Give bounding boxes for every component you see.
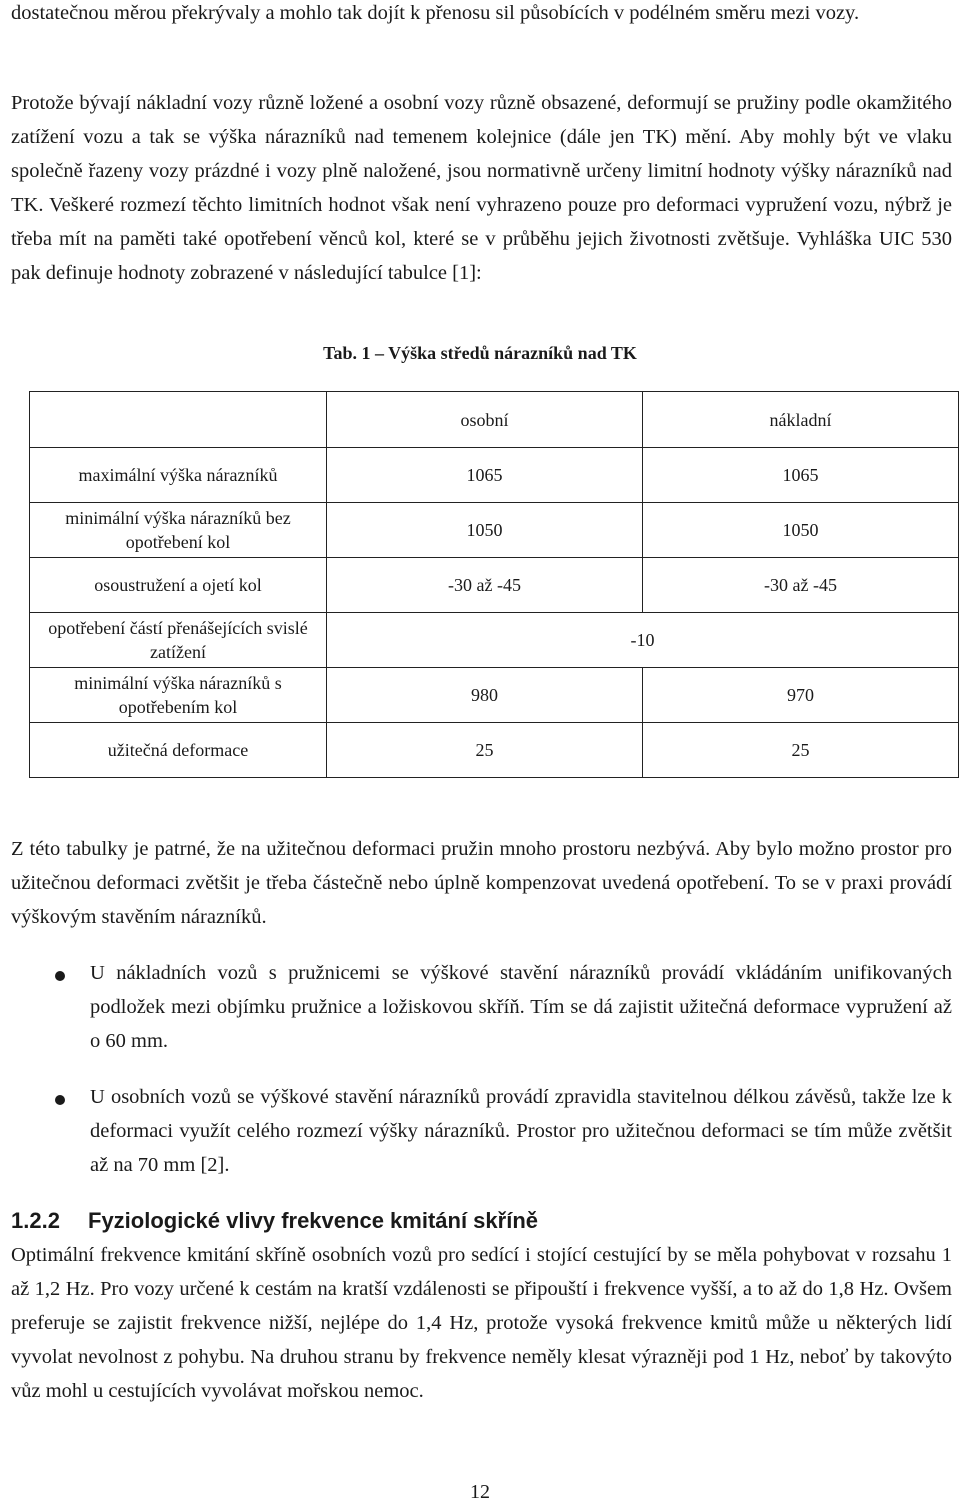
row-label: maximální výška nárazníků (30, 448, 327, 503)
buffer-height-table (29, 391, 959, 778)
table-header-nakladni: nákladní (643, 392, 959, 448)
table-header-osobni: osobní (327, 392, 643, 448)
section-title: Fyziologické vlivy frekvence kmitání skříně (88, 1208, 538, 1233)
paragraph-continuation: dostatečnou měrou překrývaly a mohlo tak dojít k přenosu sil působících v podélném směru mezi vozy. (11, 2, 860, 24)
cell-nakladni: 25 (643, 723, 959, 778)
table-caption: Tab. 1 – Výška středů nárazníků nad TK (323, 343, 637, 363)
cell-merged: -10 (327, 613, 959, 668)
row-label: užitečná deformace (30, 723, 327, 778)
cell-osobni: 1050 (327, 503, 643, 558)
bullet-icon (55, 1095, 65, 1105)
cell-nakladni: 1050 (643, 503, 959, 558)
list-item (0, 1080, 960, 1182)
paragraph-frequency: Optimální frekvence kmitání skříně osobních vozů pro sedící i stojící cestující by se měla pohybovat v rozsahu 1 až 1,2 Hz. Pro vozy určené k cestám na kratší vzdálenosti se připouští i frekvence vyšší, a to až do 1,8 Hz. Ovšem preferuje se zajistit frekvence nižší, nejlépe do 1,4 Hz, protože vysoká frekvence kmitů může u některých lidí vyvolat nevolnost z pohybu. Na druhou stranu by frekvence neměly klesat výrazněji pod 1 Hz, neboť by takovýto vůz mohl u cestujících vyvolávat mořskou nemoc. (11, 1244, 952, 1402)
paragraph-after-table: Z této tabulky je patrné, že na užitečnou deformaci pružin mnoho prostoru nezbývá. Aby bylo možno prostor pro užitečnou deformaci zvětšit je třeba částečně nebo úplně kompenzovat uvedená opotřebení. To se v praxi provádí výškovým stavěním nárazníků. (11, 838, 952, 928)
cell-nakladni: 970 (643, 668, 959, 723)
table-row (30, 613, 959, 668)
cell-osobni: 25 (327, 723, 643, 778)
table-row (30, 448, 959, 503)
table-header-empty (30, 392, 327, 448)
paragraph-buffer-height: Protože bývají nákladní vozy různě ložené a osobní vozy různě obsazené, deformují se pružiny podle okamžitého zatížení vozu a tak se výška nárazníků nad temenem kolejnice (dále jen TK) mění. Aby mohly být ve vlaku společně řazeny vozy prázdné i vozy plně naložené, jsou normativně určeny limitní hodnoty výšky nárazníků nad TK. Veškeré rozmezí těchto limitních hodnot však není vyhrazeno pouze pro deformaci vypružení vozu, nýbrž je třeba mít na paměti také opotřebení věnců kol, které se v průběhu jejich životnosti zvětšuje. Vyhláška UIC 530 pak definuje hodnoty zobrazené v následující tabulce [1]: (11, 92, 952, 284)
section-number: 1.2.2 (11, 1208, 60, 1233)
bullet-icon (55, 971, 65, 981)
bullet-list (0, 956, 960, 1182)
row-label: osoustružení a ojetí kol (30, 558, 327, 613)
row-label: opotřebení částí přenášejících svislé zatížení (30, 613, 327, 668)
table-row (30, 558, 959, 613)
row-label: minimální výška nárazníků s opotřebením kol (30, 668, 327, 723)
page-number: 12 (470, 1481, 490, 1503)
table-row (30, 668, 959, 723)
cell-osobni: 980 (327, 668, 643, 723)
list-item (0, 956, 960, 1058)
list-item-text: U osobních vozů se výškové stavění nárazníků provádí zpravidla stavitelnou délkou závěsů, takže lze k deformaci využít celého rozmezí výšky nárazníků. Prostor pro užitečnou deformaci se tím může zvětšit až na 70 mm [2]. (90, 1086, 952, 1176)
cell-nakladni: 1065 (643, 448, 959, 503)
list-item-text: U nákladních vozů s pružnicemi se výškové stavění nárazníků provádí vkládáním unifikovaných podložek mezi objímku pružnice a ložiskovou skříň. Tím se dá zajistit užitečná deformace vypružení až o 60 mm. (90, 962, 952, 1052)
table-row (30, 503, 959, 558)
cell-nakladni: -30 až -45 (643, 558, 959, 613)
table-row (30, 723, 959, 778)
table-header-row (30, 392, 959, 448)
cell-osobni: -30 až -45 (327, 558, 643, 613)
section-heading (11, 1206, 952, 1236)
row-label: minimální výška nárazníků bez opotřebení kol (30, 503, 327, 558)
cell-osobni: 1065 (327, 448, 643, 503)
